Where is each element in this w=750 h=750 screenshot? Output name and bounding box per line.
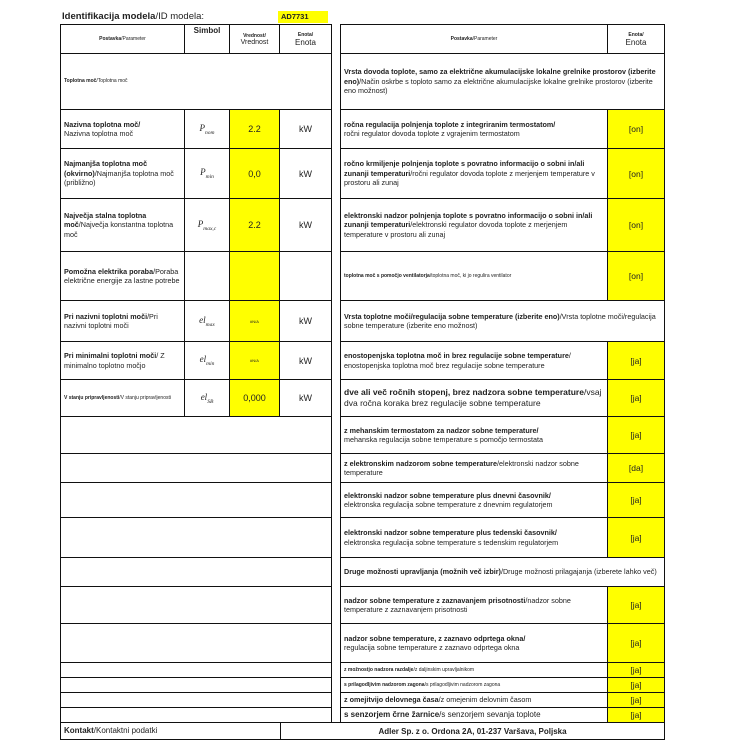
right-unit-cell: [ja] [607, 692, 665, 708]
right-row-label: dve ali več ročnih stopenj, brez nadzora sobne temperature/vsaj dva ročna koraka brez regulacije sobne temperature [340, 379, 608, 417]
value-cell: 2.2 [229, 198, 280, 252]
col-header-parameter: Postavka/Parameter [60, 24, 185, 54]
right-row-label: elektronski nadzor sobne temperature plus dnevni časovnik/ elektronska regulacija sobne temperature z dnevnim regulatorjem [340, 482, 608, 518]
symbol-cell [184, 251, 230, 301]
right-row-output-type: Vrsta toplotne moči/regulacija sobne temperature (izberite eno)/Vrsta toplotne moči/regulacija sobne temperature (izberite eno možnost) [340, 300, 665, 342]
right-row-label: ročna regulacija polnjenja toplote z integriranim termostatom/ ročni regulator dovoda toplote z vgrajenim termostatom [340, 109, 608, 149]
unit-cell: kW [279, 341, 332, 380]
left-row-heat-output: Toplotna moč/Toplotna moč [60, 53, 332, 110]
right-row-label: s prilagodljivim nadzorom zagona/s prilagodljivim nadzorom zagona [340, 677, 608, 693]
model-identification-label: Identifikacija modela/ID modela: [62, 11, 205, 22]
unit-cell: kW [279, 379, 332, 417]
symbol-cell: $P_{max,c}$ [184, 198, 230, 252]
right-unit-cell: [ja] [607, 482, 665, 518]
symbol-cell: $el_{max}$ [184, 300, 230, 342]
empty-cell [60, 416, 332, 454]
symbol-cell: $P_{min}$ [184, 148, 230, 199]
value-cell: #N/A [229, 300, 280, 342]
left-row-label: Pri minimalni toplotni moči/ Z minimalno toplotno močjo [60, 341, 185, 380]
right-unit-cell: [ja] [607, 379, 665, 417]
value-cell: 2.2 [229, 109, 280, 149]
symbol-cell: $el_{SB}$ [184, 379, 230, 417]
col-header-symbol: Simbol [184, 24, 230, 54]
empty-cell [60, 586, 332, 624]
right-unit-cell: [on] [607, 198, 665, 252]
empty-cell [60, 707, 332, 723]
value-cell: 0,0 [229, 148, 280, 199]
empty-cell [60, 557, 332, 587]
empty-cell [60, 692, 332, 708]
right-row-label: enostopenjska toplotna moč in brez regulacije sobne temperature/ enostopenjska toplotna moč brez regulacije sobne temperature [340, 341, 608, 380]
right-unit-cell: [ja] [607, 677, 665, 693]
right-unit-cell: [on] [607, 251, 665, 301]
right-row-label: nadzor sobne temperature z zaznavanjem prisotnosti/nadzor sobne temperature z zaznavanjem prisotnosti [340, 586, 608, 624]
right-row-label: z elektronskim nadzorom sobne temperature/elektronski nadzor sobne temperature [340, 453, 608, 483]
left-row-label: V stanju pripravljenosti/V stanju pripravljenosti [60, 379, 185, 417]
unit-cell: kW [279, 300, 332, 342]
col-header-unit: Enota/ Enota [279, 24, 332, 54]
right-unit-cell: [da] [607, 453, 665, 483]
right-unit-cell: [on] [607, 109, 665, 149]
left-row-label: Najmanjša toplotna moč (okvirno)/Najmanjša toplotna moč (približno) [60, 148, 185, 199]
right-row-other-options: Druge možnosti upravljanja (možnih več izbir)/Druge možnosti prilagajanja (izberete lahko več) [340, 557, 665, 587]
right-row-label: nadzor sobne temperature, z zaznavo odprtega okna/ regulacija sobne temperature z zaznavo odprtega okna [340, 623, 608, 663]
unit-cell [279, 251, 332, 301]
right-unit-cell: [ja] [607, 341, 665, 380]
right-row-label: z omejitvijo delovnega časa/z omejenim delovnim časom [340, 692, 608, 708]
empty-cell [60, 453, 332, 483]
right-row-label: s senzorjem črne žarnice/s senzorjem sevanja toplote [340, 707, 608, 723]
value-cell: 0,000 [229, 379, 280, 417]
empty-cell [60, 517, 332, 558]
right-row-label: elektronski nadzor sobne temperature plus tedenski časovnik/ elektronska regulacija sobne temperature s tedenskim regulatorjem [340, 517, 608, 558]
right-row-supply-type: Vrsta dovoda toplote, samo za električne akumulacijske lokalne grelnike prostorov (izberite eno)/Način oskrbe s toploto samo za električne akumulacijske lokalne grelnike prostorov (izberite eno možnost) [340, 53, 665, 110]
contact-label: Kontakt/Kontaktni podatki [60, 722, 281, 740]
unit-cell: kW [279, 109, 332, 149]
left-row-label: Nazivna toplotna moč/ Nazivna toplotna moč [60, 109, 185, 149]
unit-cell: kW [279, 148, 332, 199]
empty-cell [60, 482, 332, 518]
right-unit-cell: [ja] [607, 707, 665, 723]
empty-cell [60, 623, 332, 663]
right-unit-cell: [ja] [607, 416, 665, 454]
right-unit-cell: [ja] [607, 662, 665, 678]
right-row-label: toplotna moč s pomočjo ventilatorja/toplotna moč, ki jo regulira ventilator [340, 251, 608, 301]
symbol-cell: $el_{min}$ [184, 341, 230, 380]
right-row-label: elektronski nadzor polnjenja toplote s povratno informacijo o sobni in/ali zunanji temperaturi/elektronski regulator dovoda toplote z merjenjem temperature v prostoru ali zunaj [340, 198, 608, 252]
right-unit-cell: [ja] [607, 623, 665, 663]
col-header-value: Vrednost/ Vrednost [229, 24, 280, 54]
right-unit-cell: [on] [607, 148, 665, 199]
right-unit-cell: [ja] [607, 586, 665, 624]
col-header-right-unit: Enota/ Enota [607, 24, 665, 54]
left-row-label: Pomožna elektrika poraba/Poraba električne energije za lastne potrebe [60, 251, 185, 301]
right-unit-cell: [ja] [607, 517, 665, 558]
left-row-label: Največja stalna toplotna moč/Največja konstantna toplotna moč [60, 198, 185, 252]
empty-cell [60, 662, 332, 678]
value-cell [229, 251, 280, 301]
col-header-right-parameter: Postavka/Parameter [340, 24, 608, 54]
model-id-value: AD7731 [278, 11, 328, 23]
symbol-cell: $P_{nom}$ [184, 109, 230, 149]
value-cell: #N/A [229, 341, 280, 380]
unit-cell: kW [279, 198, 332, 252]
empty-cell [60, 677, 332, 693]
right-row-label: z mehanskim termostatom za nadzor sobne temperature/ mehanska regulacija sobne temperature s pomočjo termostata [340, 416, 608, 454]
right-row-label: ročno krmiljenje polnjenja toplote s povratno informacijo o sobni in/ali zunanji temperaturi/ročni regulator dovoda toplote z merjenjem temperature v prostoru ali zunaj [340, 148, 608, 199]
left-row-label: Pri nazivni toplotni moči/Pri nazivni toplotni moči [60, 300, 185, 342]
contact-address: Adler Sp. z o. Ordona 2A, 01-237 Varšava, Poljska [280, 722, 665, 740]
right-row-label: z možnostjo nadzora razdalje/z daljinskim upravljalnikom [340, 662, 608, 678]
